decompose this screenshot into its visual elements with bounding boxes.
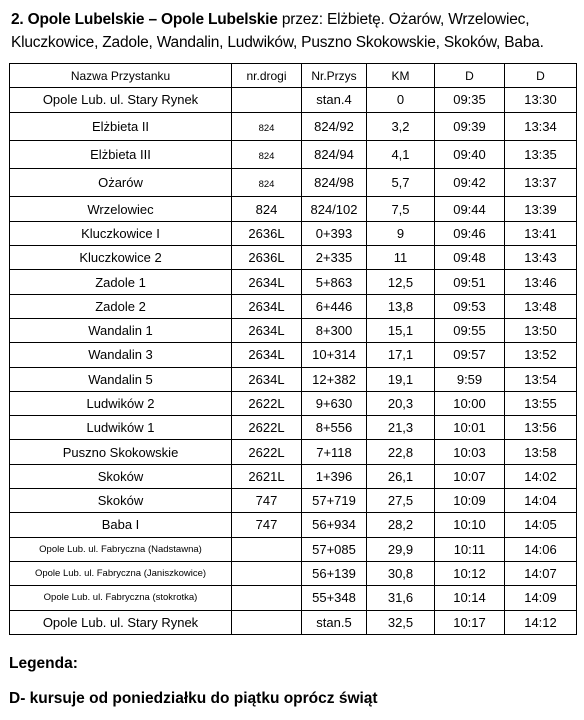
cell-departure-1: 09:40 [435, 140, 505, 168]
cell-km: 27,5 [367, 489, 435, 513]
timetable-body [10, 88, 577, 635]
table-row [10, 464, 577, 488]
cell-departure-1: 09:48 [435, 246, 505, 270]
cell-road-number [232, 561, 302, 585]
cell-departure-1: 10:12 [435, 561, 505, 585]
cell-stop-number: 824/98 [302, 169, 367, 197]
cell-departure-1: 09:53 [435, 294, 505, 318]
cell-road-number: 824 [232, 197, 302, 221]
table-row [10, 221, 577, 245]
cell-departure-1: 10:00 [435, 391, 505, 415]
cell-km: 5,7 [367, 169, 435, 197]
cell-road-number: 747 [232, 489, 302, 513]
timetable-header-row [10, 64, 577, 88]
cell-km: 19,1 [367, 367, 435, 391]
cell-stop-name: Wrzelowiec [10, 197, 232, 221]
cell-km: 7,5 [367, 197, 435, 221]
header-stop-name: Nazwa Przystanku [10, 64, 232, 88]
cell-stop-number: 56+934 [302, 513, 367, 537]
cell-departure-1: 10:09 [435, 489, 505, 513]
cell-km: 32,5 [367, 610, 435, 634]
route-title-bold: 2. Opole Lubelskie – Opole Lubelskie [11, 11, 278, 28]
cell-road-number: 2634L [232, 318, 302, 342]
cell-departure-2: 13:50 [505, 318, 577, 342]
cell-departure-2: 13:52 [505, 343, 577, 367]
cell-km: 9 [367, 221, 435, 245]
cell-road-number: 824 [232, 169, 302, 197]
cell-stop-name: Skoków [10, 464, 232, 488]
cell-departure-1: 09:57 [435, 343, 505, 367]
cell-road-number: 2634L [232, 367, 302, 391]
cell-stop-number: 9+630 [302, 391, 367, 415]
cell-departure-2: 14:04 [505, 489, 577, 513]
cell-stop-name: Wandalin 1 [10, 318, 232, 342]
table-row [10, 112, 577, 140]
header-departure-1: D [435, 64, 505, 88]
cell-road-number: 2622L [232, 440, 302, 464]
cell-departure-1: 10:14 [435, 586, 505, 610]
route-title [11, 8, 577, 54]
table-row [10, 88, 577, 112]
cell-stop-number: 1+396 [302, 464, 367, 488]
cell-departure-1: 09:51 [435, 270, 505, 294]
cell-stop-number: 7+118 [302, 440, 367, 464]
cell-departure-1: 10:07 [435, 464, 505, 488]
cell-road-number: 2634L [232, 343, 302, 367]
cell-departure-2: 13:30 [505, 88, 577, 112]
cell-departure-1: 10:01 [435, 416, 505, 440]
cell-departure-2: 14:07 [505, 561, 577, 585]
cell-departure-2: 13:55 [505, 391, 577, 415]
header-road-number: nr.drogi [232, 64, 302, 88]
header-km: KM [367, 64, 435, 88]
table-row [10, 343, 577, 367]
cell-stop-name: Wandalin 5 [10, 367, 232, 391]
cell-stop-name: Elżbieta II [10, 112, 232, 140]
cell-departure-2: 13:58 [505, 440, 577, 464]
cell-km: 20,3 [367, 391, 435, 415]
cell-stop-name: Wandalin 3 [10, 343, 232, 367]
cell-stop-number: 8+300 [302, 318, 367, 342]
table-row [10, 169, 577, 197]
table-row [10, 513, 577, 537]
cell-stop-number: 57+719 [302, 489, 367, 513]
cell-km: 28,2 [367, 513, 435, 537]
cell-stop-name: Opole Lub. ul. Fabryczna (stokrotka) [10, 586, 232, 610]
cell-road-number: 2622L [232, 416, 302, 440]
cell-stop-number: 55+348 [302, 586, 367, 610]
cell-stop-number: 8+556 [302, 416, 367, 440]
cell-stop-name: Kluczkowice 2 [10, 246, 232, 270]
table-row [10, 561, 577, 585]
cell-stop-number: 824/94 [302, 140, 367, 168]
cell-road-number: 2636L [232, 221, 302, 245]
cell-departure-1: 9:59 [435, 367, 505, 391]
cell-km: 0 [367, 88, 435, 112]
timetable [9, 63, 577, 635]
cell-stop-number: 0+393 [302, 221, 367, 245]
cell-departure-1: 10:10 [435, 513, 505, 537]
cell-departure-1: 09:39 [435, 112, 505, 140]
cell-road-number [232, 88, 302, 112]
cell-departure-1: 09:44 [435, 197, 505, 221]
cell-stop-name: Baba I [10, 513, 232, 537]
cell-road-number [232, 537, 302, 561]
cell-stop-name: Opole Lub. ul. Stary Rynek [10, 610, 232, 634]
cell-departure-2: 13:46 [505, 270, 577, 294]
table-row [10, 610, 577, 634]
cell-departure-2: 14:06 [505, 537, 577, 561]
cell-departure-2: 13:43 [505, 246, 577, 270]
cell-road-number [232, 586, 302, 610]
cell-km: 31,6 [367, 586, 435, 610]
cell-stop-name: Elżbieta III [10, 140, 232, 168]
cell-departure-2: 13:41 [505, 221, 577, 245]
cell-road-number: 2622L [232, 391, 302, 415]
cell-stop-name: Ożarów [10, 169, 232, 197]
table-row [10, 537, 577, 561]
cell-road-number: 824 [232, 140, 302, 168]
cell-stop-name: Opole Lub. ul. Stary Rynek [10, 88, 232, 112]
cell-departure-1: 09:46 [435, 221, 505, 245]
cell-km: 12,5 [367, 270, 435, 294]
cell-stop-name: Kluczkowice I [10, 221, 232, 245]
cell-stop-number: stan.4 [302, 88, 367, 112]
cell-departure-1: 09:35 [435, 88, 505, 112]
cell-departure-2: 13:34 [505, 112, 577, 140]
table-row [10, 367, 577, 391]
cell-road-number: 824 [232, 112, 302, 140]
cell-departure-2: 13:56 [505, 416, 577, 440]
cell-road-number: 2621L [232, 464, 302, 488]
cell-road-number [232, 610, 302, 634]
cell-stop-number: 824/92 [302, 112, 367, 140]
cell-road-number: 747 [232, 513, 302, 537]
cell-departure-2: 13:39 [505, 197, 577, 221]
cell-departure-2: 13:48 [505, 294, 577, 318]
cell-stop-name: Opole Lub. ul. Fabryczna (Nadstawna) [10, 537, 232, 561]
route-title-via: przez: Elżbietę. Ożarów, Wrzelowiec, Kluczkowice, Zadole, Wandalin, Ludwików, Puszno Skokowskie, Skoków, Baba. [11, 11, 544, 51]
cell-departure-2: 14:02 [505, 464, 577, 488]
legend-title: Legenda: [9, 655, 78, 672]
table-row [10, 246, 577, 270]
cell-departure-2: 13:37 [505, 169, 577, 197]
cell-km: 21,3 [367, 416, 435, 440]
cell-stop-number: stan.5 [302, 610, 367, 634]
cell-km: 22,8 [367, 440, 435, 464]
table-row [10, 318, 577, 342]
cell-km: 30,8 [367, 561, 435, 585]
table-row [10, 197, 577, 221]
cell-stop-number: 57+085 [302, 537, 367, 561]
cell-road-number: 2634L [232, 270, 302, 294]
cell-stop-number: 2+335 [302, 246, 367, 270]
cell-km: 29,9 [367, 537, 435, 561]
cell-departure-1: 10:11 [435, 537, 505, 561]
cell-stop-number: 12+382 [302, 367, 367, 391]
cell-km: 11 [367, 246, 435, 270]
table-row [10, 140, 577, 168]
cell-stop-name: Ludwików 1 [10, 416, 232, 440]
table-row [10, 586, 577, 610]
cell-stop-number: 10+314 [302, 343, 367, 367]
cell-departure-1: 09:55 [435, 318, 505, 342]
header-departure-2: D [505, 64, 577, 88]
cell-departure-2: 14:12 [505, 610, 577, 634]
cell-departure-1: 09:42 [435, 169, 505, 197]
table-row [10, 489, 577, 513]
cell-stop-number: 6+446 [302, 294, 367, 318]
cell-road-number: 2636L [232, 246, 302, 270]
cell-stop-number: 5+863 [302, 270, 367, 294]
cell-stop-name: Skoków [10, 489, 232, 513]
cell-departure-2: 13:54 [505, 367, 577, 391]
table-row [10, 391, 577, 415]
cell-departure-2: 13:35 [505, 140, 577, 168]
table-row [10, 270, 577, 294]
header-stop-number: Nr.Przys [302, 64, 367, 88]
cell-stop-name: Ludwików 2 [10, 391, 232, 415]
cell-km: 15,1 [367, 318, 435, 342]
cell-stop-name: Puszno Skokowskie [10, 440, 232, 464]
cell-stop-name: Zadole 1 [10, 270, 232, 294]
cell-stop-number: 56+139 [302, 561, 367, 585]
cell-km: 4,1 [367, 140, 435, 168]
cell-km: 3,2 [367, 112, 435, 140]
cell-departure-2: 14:09 [505, 586, 577, 610]
cell-km: 13,8 [367, 294, 435, 318]
cell-departure-1: 10:03 [435, 440, 505, 464]
table-row [10, 294, 577, 318]
legend-note: D- kursuje od poniedziałku do piątku oprócz świąt [9, 690, 378, 707]
cell-departure-2: 14:05 [505, 513, 577, 537]
cell-stop-name: Opole Lub. ul. Fabryczna (Janiszkowice) [10, 561, 232, 585]
cell-km: 17,1 [367, 343, 435, 367]
cell-road-number: 2634L [232, 294, 302, 318]
table-row [10, 440, 577, 464]
cell-km: 26,1 [367, 464, 435, 488]
table-row [10, 416, 577, 440]
cell-stop-name: Zadole 2 [10, 294, 232, 318]
cell-stop-number: 824/102 [302, 197, 367, 221]
cell-departure-1: 10:17 [435, 610, 505, 634]
